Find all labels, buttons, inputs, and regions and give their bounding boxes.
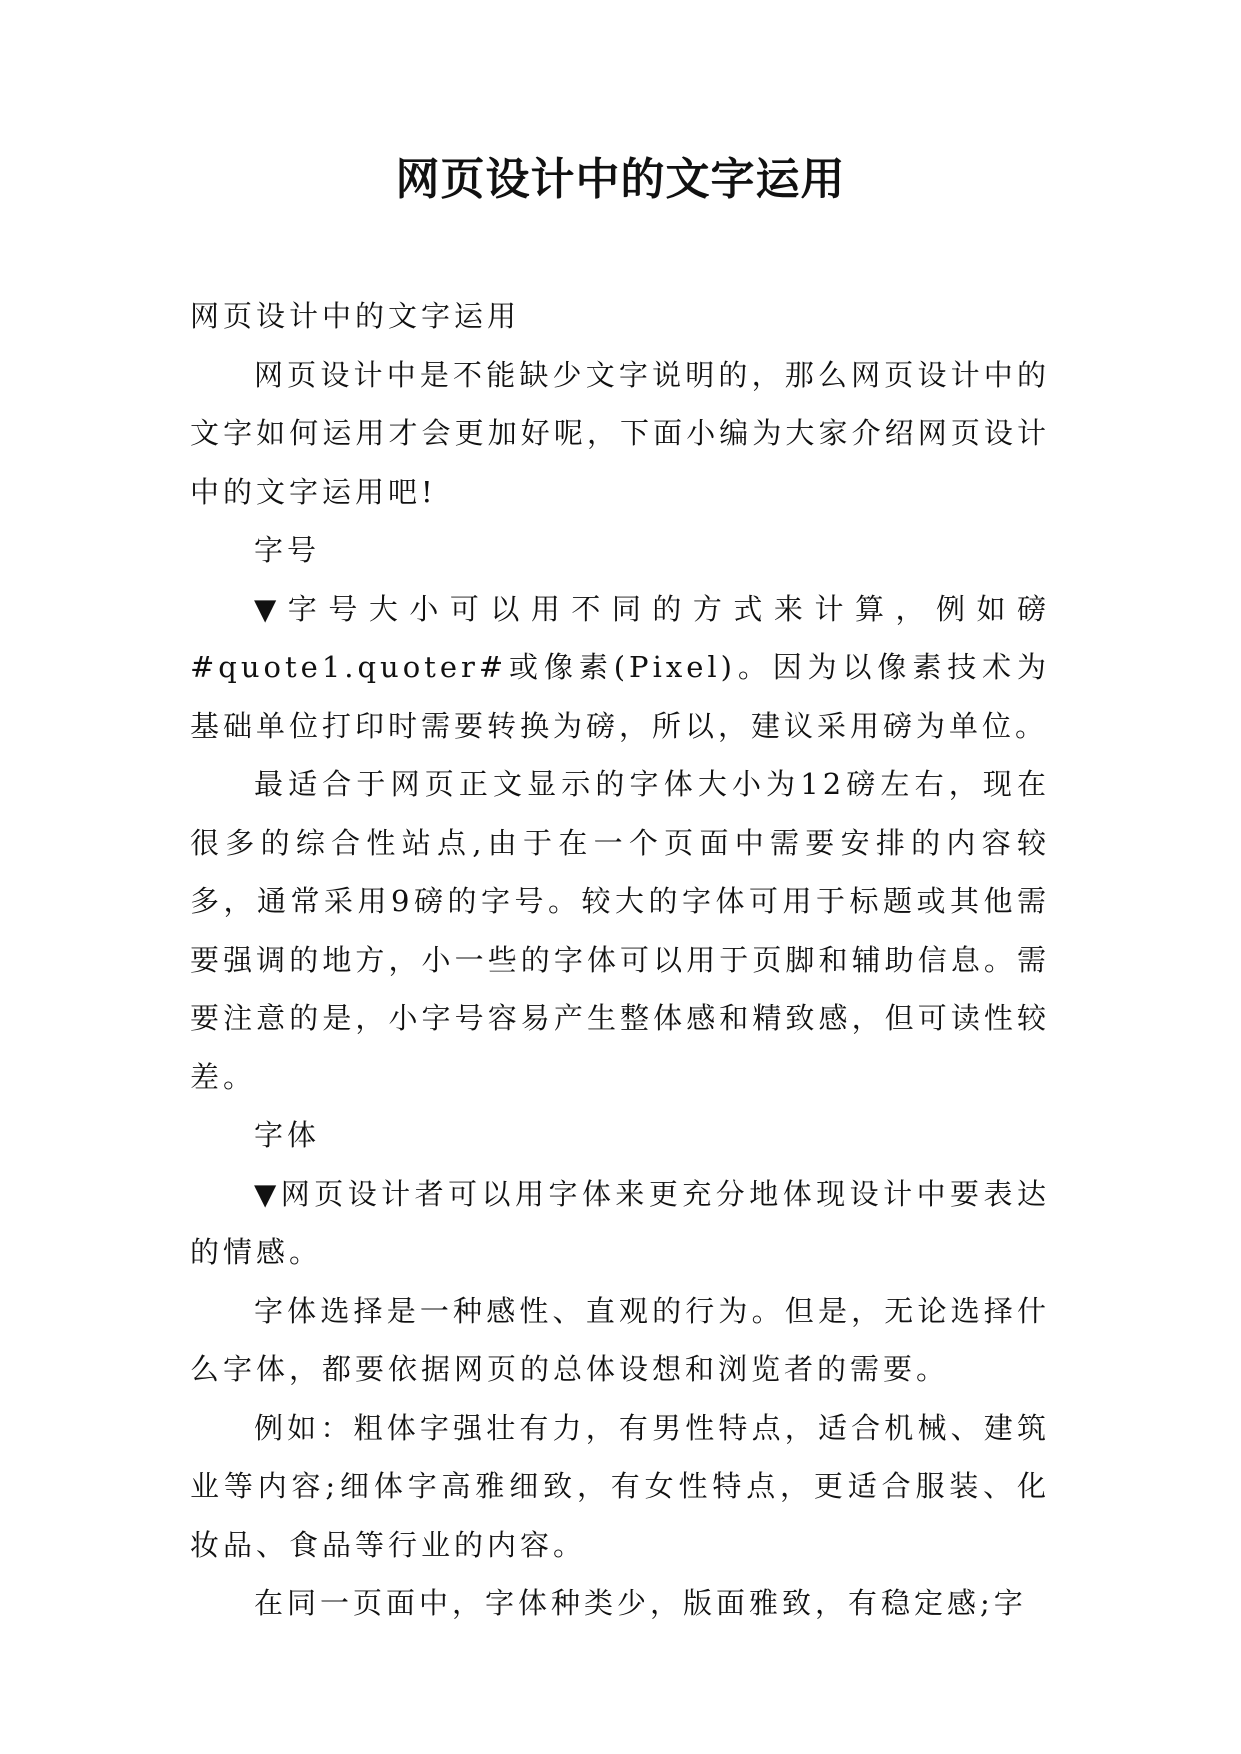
paragraph-typeface-emotion: ▼网页设计者可以用字体来更充分地体现设计中要表达的情感。 [190, 1176, 1050, 1269]
paragraph-subtitle: 网页设计中的文字运用 [190, 299, 521, 333]
document-body [190, 287, 1050, 1633]
document-title: 网页设计中的文字运用 [395, 154, 846, 205]
section-heading-typeface: 字体 [254, 1118, 321, 1152]
paragraph-typeface-examples: 例如：粗体字强壮有力，有男性特点，适合机械、建筑业等内容;细体字高雅细致，有女性特点，更适合服装、化妆品、食品等行业的内容。 [190, 1410, 1050, 1562]
paragraph-typeface-variety: 在同一页面中，字体种类少，版面雅致，有稳定感;字 [254, 1586, 1027, 1620]
paragraph-typeface-selection: 字体选择是一种感性、直观的行为。但是，无论选择什么字体，都要依据网页的总体设想和浏览者的需要。 [190, 1293, 1050, 1386]
section-heading-font-size: 字号 [254, 533, 321, 567]
paragraph-font-size-recommendation: 最适合于网页正文显示的字体大小为12磅左右，现在很多的综合性站点,由于在一个页面中需要安排的内容较多，通常采用9磅的字号。较大的字体可用于标题或其他需要强调的地方，小一些的字体可以用于页脚和辅助信息。需要注意的是，小字号容易产生整体感和精致感，但可读性较差。 [190, 767, 1050, 1094]
paragraph-intro: 网页设计中是不能缺少文字说明的，那么网页设计中的文字如何运用才会更加好呢，下面小编为大家介绍网页设计中的文字运用吧! [190, 357, 1050, 509]
paragraph-font-size-units: ▼字号大小可以用不同的方式来计算，例如磅#quote1.quoter#或像素(Pixel)。因为以像素技术为基础单位打印时需要转换为磅，所以，建议采用磅为单位。 [190, 591, 1050, 743]
